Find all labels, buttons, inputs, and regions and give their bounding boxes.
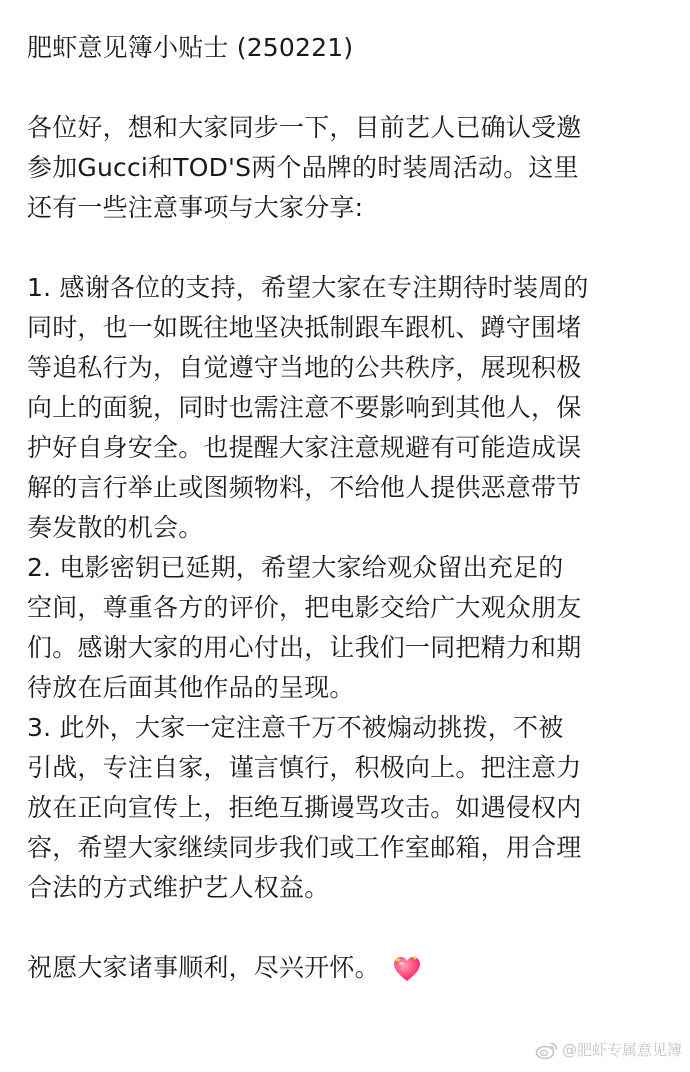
notice-line: 容，希望大家继续同步我们或工作室邮箱，用合理 — [27, 833, 582, 862]
notice-line: 2. 电影密钥已延期，希望大家给观众留出充足的 — [27, 553, 564, 582]
closing-text: 祝愿大家诸事顺利，尽兴开怀。 — [27, 953, 380, 982]
intro-line: 参加Gucci和TOD'S两个品牌的时装周活动。这里 — [27, 153, 579, 182]
notice-line: 空间，尊重各方的评价，把电影交给广大观众朋友 — [27, 593, 582, 622]
notice-line: 待放在后面其他作品的呈现。 — [27, 673, 355, 702]
closing-line — [27, 948, 667, 988]
notice-item-2 — [27, 548, 667, 708]
notice-line: 1. 感谢各位的支持，希望大家在专注期待时装周的 — [27, 273, 589, 302]
heart-emoji-icon — [392, 955, 422, 983]
weibo-logo-icon — [535, 1040, 559, 1060]
intro-paragraph — [27, 108, 667, 228]
spacer — [27, 908, 667, 948]
notice-line: 3. 此外，大家一定注意千万不被煽动挑拨，不被 — [27, 713, 564, 742]
notice-line: 同时，也一如既往地坚决抵制跟车跟机、蹲守围堵 — [27, 313, 582, 342]
notice-item-1 — [27, 268, 667, 548]
notice-line: 放在正向宣传上，拒绝互撕谩骂攻击。如遇侵权内 — [27, 793, 582, 822]
notice-line: 们。感谢大家的用心付出，让我们一同把精力和期 — [27, 633, 582, 662]
notice-line: 等追私行为，自觉遵守当地的公共秩序，展现积极 — [27, 353, 582, 382]
spacer — [27, 228, 667, 268]
weibo-watermark — [535, 1039, 682, 1060]
document — [27, 28, 667, 988]
notice-line: 引战，专注自家，谨言慎行，积极向上。把注意力 — [27, 753, 582, 782]
watermark-text: @肥虾专属意见簿 — [561, 1041, 682, 1059]
notice-item-3 — [27, 708, 667, 908]
intro-line: 还有一些注意事项与大家分享: — [27, 193, 364, 222]
document-title: 肥虾意见簿小贴士 (250221) — [27, 33, 354, 62]
notice-line: 奏发散的机会。 — [27, 513, 204, 542]
notice-line: 向上的面貌，同时也需注意不要影响到其他人，保 — [27, 393, 582, 422]
notice-line: 合法的方式维护艺人权益。 — [27, 873, 330, 902]
intro-line: 各位好，想和大家同步一下，目前艺人已确认受邀 — [27, 113, 582, 142]
notice-line: 护好自身安全。也提醒大家注意规避有可能造成误 — [27, 433, 582, 462]
spacer — [27, 68, 667, 108]
notice-line: 解的言行举止或图频物料，不给他人提供恶意带节 — [27, 473, 582, 502]
